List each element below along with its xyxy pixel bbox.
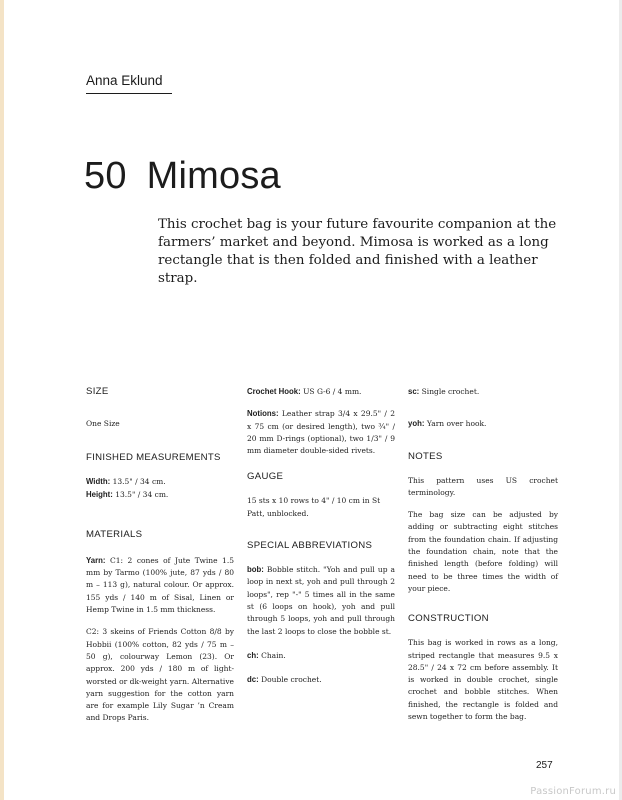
height-value: 13.5" / 34 cm. [112,489,169,499]
size-value: One Size [86,419,120,428]
notions-value: Leather strap 3/4 x 29.5" / 2 x 75 cm (or desired length), two ¾" / 20 mm D-rings (optional), two 1/3" / 9 mm diameter double-sided rivets. [247,409,395,456]
sc-value: Single crochet. [419,387,480,396]
materials-heading: MATERIALS [86,528,143,540]
column-3 [408,386,558,723]
width-label: Width: [86,477,111,487]
yoh-value: Yarn over hook. [424,419,487,429]
height-line [86,489,234,501]
notes-heading: NOTES [408,450,443,462]
pattern-name: Mimosa [146,155,281,197]
yoh-label: yoh: [408,419,425,429]
page-edge-left [0,0,4,800]
notions-paragraph [247,408,395,457]
gauge-heading: GAUGE [247,471,284,483]
ch-definition [247,650,395,662]
height-label: Height: [86,489,113,499]
ch-label: ch: [247,650,259,660]
finished-measurements-heading: FINISHED MEASUREMENTS [86,452,221,464]
special-abbreviations-heading: SPECIAL ABBREVIATIONS [247,540,373,552]
gauge-value: 15 sts x 10 rows to 4" / 10 cm in St Patt, unblocked. [247,496,381,518]
bob-definition [247,564,395,638]
ch-value: Chain. [258,650,286,660]
pattern-number: 50 [84,155,127,197]
yarn-c1-text: C1: 2 cones of Jute Twine 1.5 mm by Tarmo (100% jute, 87 yds / 80 m – 113 g), natural colour. Or approx. 155 yds / 140 m of Sisal, Linen or Hemp Twine in 1.5 mm thickness. [86,555,234,615]
designer-name: Anna Eklund [86,73,172,94]
size-heading: SIZE [86,386,109,397]
dc-label: dc: [247,675,259,685]
hook-line [247,386,395,398]
notions-label: Notions: [247,409,279,419]
width-line [86,476,234,488]
intro-paragraph: This crochet bag is your future favourite companion at the farmers’ market and beyond. Mimosa is worked as a long rectangle that is then folded and finished with a leather strap. [158,217,557,286]
notes-paragraph-2: The bag size can be adjusted by adding or subtracting eight stitches from the foundation chain. If adjusting the foundation chain, note that the finished length (before folding) will need to be three times the width of your piece. [408,510,558,593]
hook-label: Crochet Hook: [247,387,301,396]
page-number: 257 [536,760,553,771]
notes-paragraph-1: This pattern uses US crochet terminology. [408,475,558,497]
construction-paragraph: This bag is worked in rows as a long, striped rectangle that measures 9.5 x 28.5" / 24 x 72 cm before assembly. It is worked in double crochet, single crochet and bobble stitches. When finished, the rectangle is folded and sewn together to form the bag. [408,638,558,722]
bob-value: Bobble stitch. "Yoh and pull up a loop in next st, yoh and pull through 2 loops", rep "-" 5 times all in the same st (6 loops on hook), yoh and pull through 5 loops, yoh and pull through the last 2 loops to close the bobble st. [247,565,395,636]
column-2 [247,386,395,686]
dc-value: Double crochet. [258,675,322,685]
pattern-title [84,152,281,200]
sc-definition [408,386,558,398]
hook-value: US G-6 / 4 mm. [300,387,362,396]
yarn-label: Yarn: [86,555,106,565]
column-1 [86,386,234,725]
yarn-c1-paragraph [86,555,234,616]
construction-heading: CONSTRUCTION [408,613,489,625]
width-value: 13.5" / 34 cm. [110,477,166,487]
bob-label: bob: [247,565,264,575]
watermark: PassionForum.ru [530,786,616,797]
dc-definition [247,674,395,686]
yarn-c2-paragraph: C2: 3 skeins of Friends Cotton 8/8 by Hobbii (100% cotton, 82 yds / 75 m – 50 g), colourway Lemon (23). Or approx. 200 yds / 180 m of light-worsted or dk-weight yarn. Alternative yarn suggestion for the cotton yarn are for example Lily Sugar ’n Cream and Drops Paris. [86,627,234,723]
sc-label: sc: [408,387,420,396]
yoh-definition [408,418,558,430]
